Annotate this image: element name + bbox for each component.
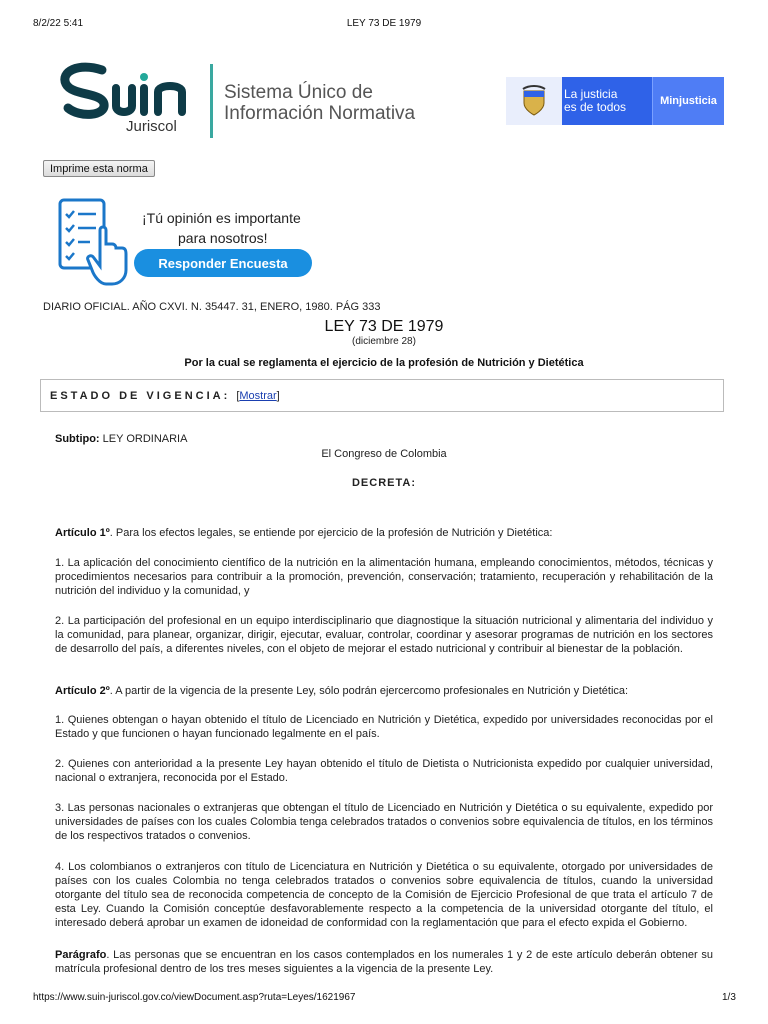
logo-divider [210,64,213,138]
paragrafo [55,948,713,976]
congreso-line: El Congreso de Colombia [321,448,447,460]
article-1-label: Artículo 1º [55,527,110,539]
print-footer-page: 1/3 [722,992,736,1003]
article-1-intro [55,526,713,540]
law-date: (diciembre 28) [352,336,416,347]
survey-text-line1: ¡Tú opinión es importante [142,210,301,226]
article-2-intro [55,684,713,698]
system-name-line2: Información Normativa [224,103,416,124]
paragrafo-label: Parágrafo [55,949,107,961]
article-2-item-2: 2. Quienes con anterioridad a la presente Ley hayan obtenido el título de Dietista o Nutricionista expedido por cualquier universidad, nacional o extranjera, reconocida por el Estado. [55,758,713,784]
decreta-heading: DECRETA: [351,477,416,489]
minjusticia-badge[interactable] [506,77,724,125]
subtipo [55,433,187,445]
colombia-shield-icon [506,77,562,125]
article-2-label: Artículo 2º [55,685,110,697]
survey-text-line2: para nosotros! [178,230,268,246]
article-2-item-3: 3. Las personas nacionales o extranjeras que obtengan el título de Licenciado en Nutrición y Dietética o su equivalente, expedido por universidades de países con los cuales Colombia tenga celebrados tratados o convenios sobre equivalencia de títulos, en los términos de los respectivos tratados o convenios. [55,802,713,842]
law-title: LEY 73 DE 1979 [324,318,444,335]
paragrafo-text: . Las personas que se encuentran en los casos contemplados en los numerales 1 y 2 de este artículo deberán obtener su matrícula profesional dentro de los tres meses siguientes a la vigencia de la presente Ley. [55,949,713,975]
article-1-text: . Para los efectos legales, se entiende por ejercicio de la profesión de Nutrición y Dietética: [109,527,553,539]
law-subject: Por la cual se reglamenta el ejercicio de la profesión de Nutrición y Dietética [184,357,584,369]
slogan-line1: La justicia [564,87,618,101]
minjusticia-label: Minjusticia [652,77,724,125]
system-name-line1: Sistema Único de [224,82,373,103]
survey-checklist-icon [56,196,132,288]
vigencia-label: ESTADO DE VIGENCIA: [50,390,231,402]
article-1-item-2: 2. La participación del profesional en un equipo interdisciplinario que diagnostique la situación nutricional y alimentaria del individuo y la comunidad, para planear, organizar, dirigir, ejecutar, evaluar, controlar, coordinar y asesorar programas de nutrición en los sectores de desarrollo del país, a diferentes niveles, con el objeto de mejorar el estado nutricional y contribuir al bienestar de la población. [55,615,713,655]
article-2-item-4: 4. Los colombianos o extranjeros con título de Licenciatura en Nutrición y Dietética o su equivalente, otorgado por universidades de países con los cuales Colombia no tenga celebrados tratados o convenios sobre equivalencia de títulos, cuando la universidad otorgante del título sea de reconocida competencia de concepto de la Comisión de Ejercicio Profesional de que trata el artículo 7 de esta Ley. Cuando la Comisión conceptúe desfavorablemente respecto a la competencia de la universidad otorgante del título, el interesado deberá aprobar un examen de idoneidad de conformidad con la reglamentación que para el efecto expida el Gobierno. [55,861,713,929]
juriscol-label: Juriscol [126,118,177,135]
print-datetime: 8/2/22 5:41 [33,18,84,29]
system-name [224,82,415,124]
article-2-text: . A partir de la vigencia de la presente Ley, sólo podrán ejercercomo profesionales en Nutrición y Dietética: [109,685,629,697]
print-norm-button[interactable]: Imprime esta norma [43,160,155,177]
vigencia-bracket-close: ] [276,390,280,402]
article-1-item-1: 1. La aplicación del conocimiento científico de la nutrición en la alimentación humana, empleando conocimientos, métodos, técnicas y procedimientos necesarios para contribuir a la promoción, prevención, conservación; tratamiento, recuperación y rehabilitación de la nutrición del individuo y la comunidad, y [55,557,713,597]
article-2-item-1: 1. Quienes obtengan o hayan obtenido el título de Licenciado en Nutrición y Dietética, expedido por universidades reconocidas por el Estado y que funcionen o hayan funcionado legalmente en el país. [55,714,713,740]
print-title: LEY 73 DE 1979 [346,18,422,29]
show-vigencia-link[interactable]: Mostrar [239,390,277,402]
vigencia-bracket-open: [ [236,390,240,402]
subtipo-label: Subtipo: [55,433,100,445]
diario-oficial-reference: DIARIO OFICIAL. AÑO CXVI. N. 35447. 31, ENERO, 1980. PÁG 333 [43,301,381,313]
vigencia-status [50,390,280,402]
slogan-line2: es de todos [564,100,627,114]
subtipo-value: LEY ORDINARIA [102,433,188,445]
answer-survey-button[interactable]: Responder Encuesta [134,249,312,277]
justicia-slogan [562,77,652,125]
suin-logo-icon [58,62,198,124]
print-footer-url: https://www.suin-juriscol.gov.co/viewDocument.asp?ruta=Leyes/1621967 [33,992,356,1003]
